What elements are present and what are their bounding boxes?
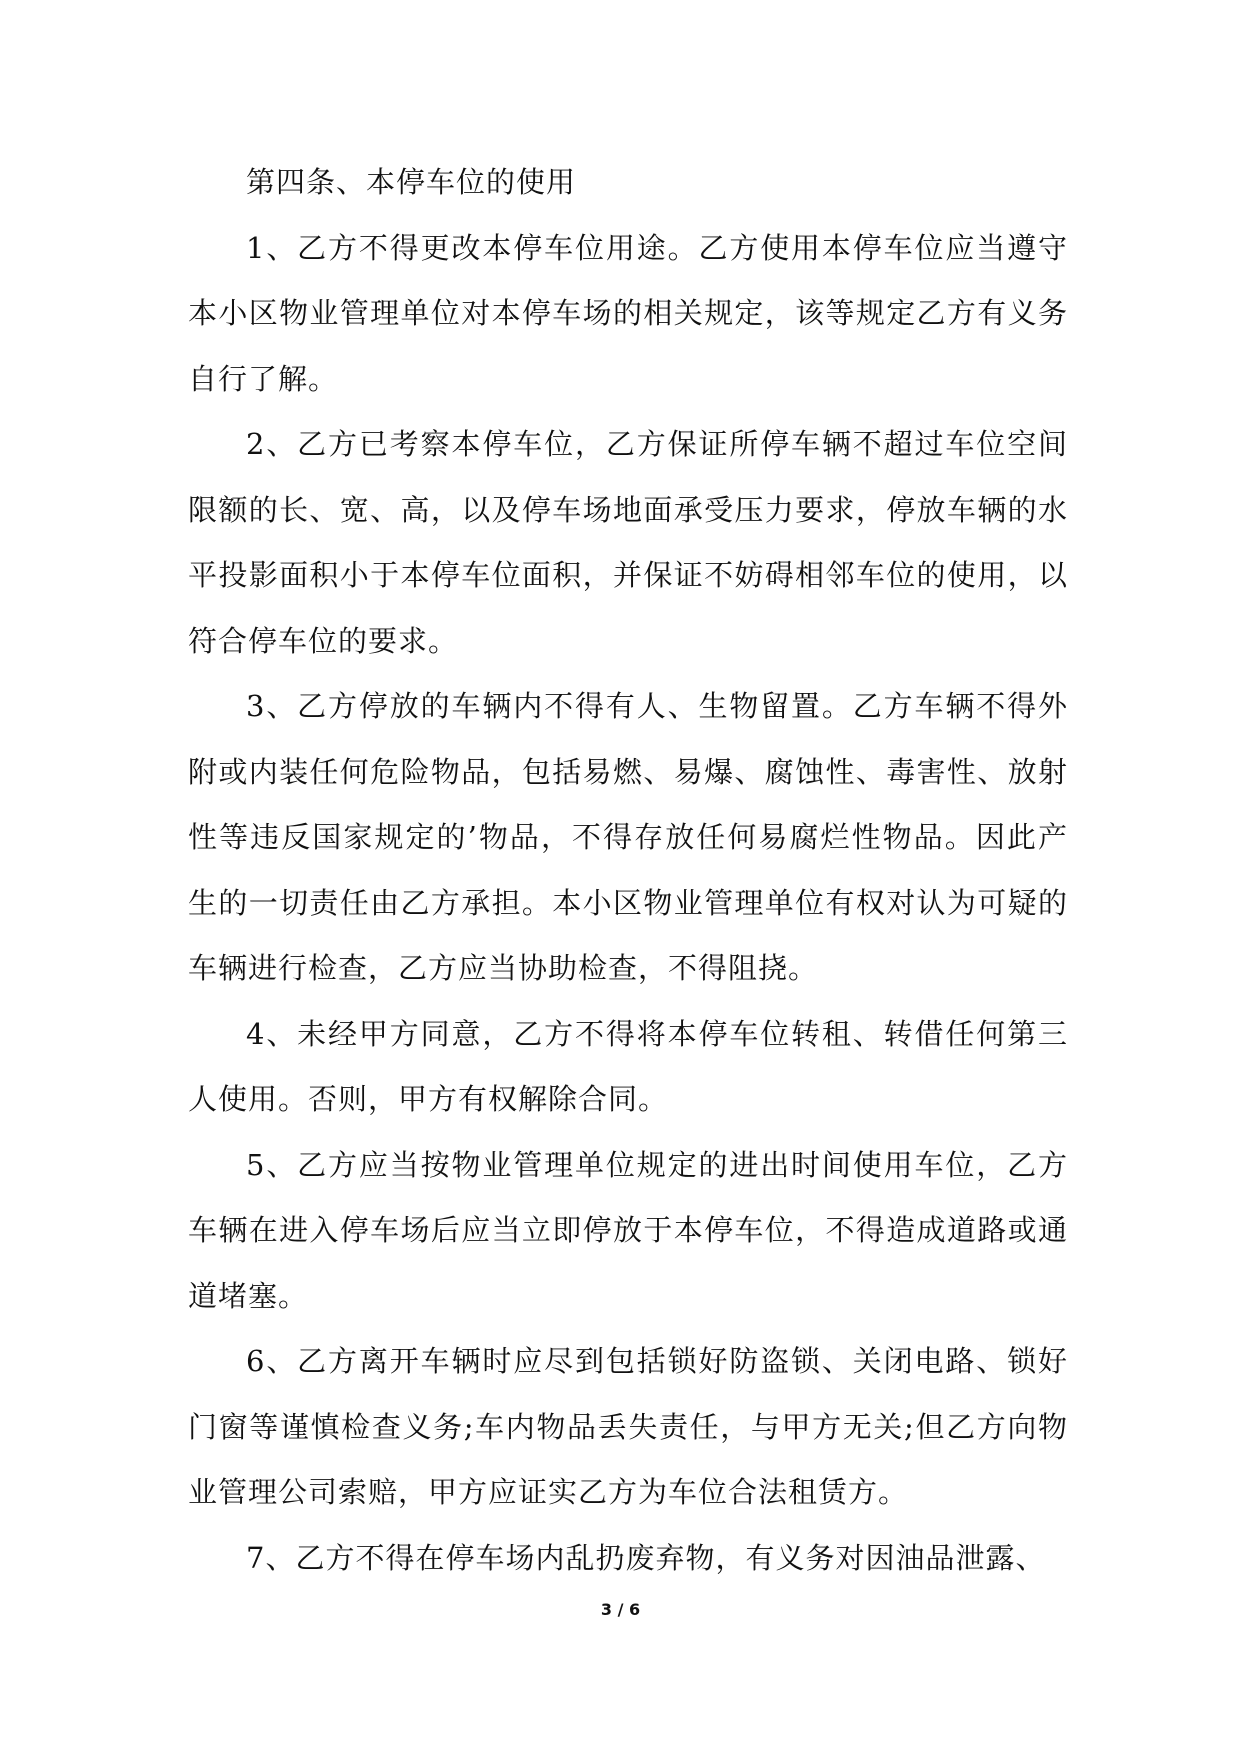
paragraph-4: 4、未经甲方同意，乙方不得将本停车位转租、转借任何第三人使用。否则，甲方有权解除合同。 [188, 1016, 1068, 1116]
paragraph-2: 2、乙方已考察本停车位，乙方保证所停车辆不超过车位空间限额的长、宽、高，以及停车场地面承受压力要求，停放车辆的水平投影面积小于本停车位面积，并保证不妨碍相邻车位的使用，以符合停车位的要求。 [188, 427, 1068, 658]
paragraph-3: 3、乙方停放的车辆内不得有人、生物留置。乙方车辆不得外附或内装任何危险物品，包括易燃、易爆、腐蚀性、毒害性、放射性等违反国家规定的’物品，不得存放任何易腐烂性物品。因此产生的一切责任由乙方承担。本小区物业管理单位有权对认为可疑的车辆进行检查，乙方应当协助检查，不得阻挠。 [188, 689, 1068, 985]
page-number: 3 / 6 [600, 1600, 641, 1619]
paragraph-7: 7、乙方不得在停车场内乱扔废弃物，有义务对因油品泄露、 [246, 1540, 1046, 1575]
paragraph-1: 1、乙方不得更改本停车位用途。乙方使用本停车位应当遵守本小区物业管理单位对本停车场的相关规定，该等规定乙方有义务自行了解。 [188, 230, 1068, 396]
document-body [188, 150, 1068, 1591]
paragraph-6: 6、乙方离开车辆时应尽到包括锁好防盗锁、关闭电路、锁好门窗等谨慎检查义务;车内物品丢失责任，与甲方无关;但乙方向物业管理公司索赔，甲方应证实乙方为车位合法租赁方。 [188, 1344, 1068, 1509]
section-heading: 第四条、本停车位的使用 [246, 165, 577, 199]
paragraph-5: 5、乙方应当按物业管理单位规定的进出时间使用车位，乙方车辆在进入停车场后应当立即停放于本停车位，不得造成道路或通道堵塞。 [188, 1147, 1068, 1313]
